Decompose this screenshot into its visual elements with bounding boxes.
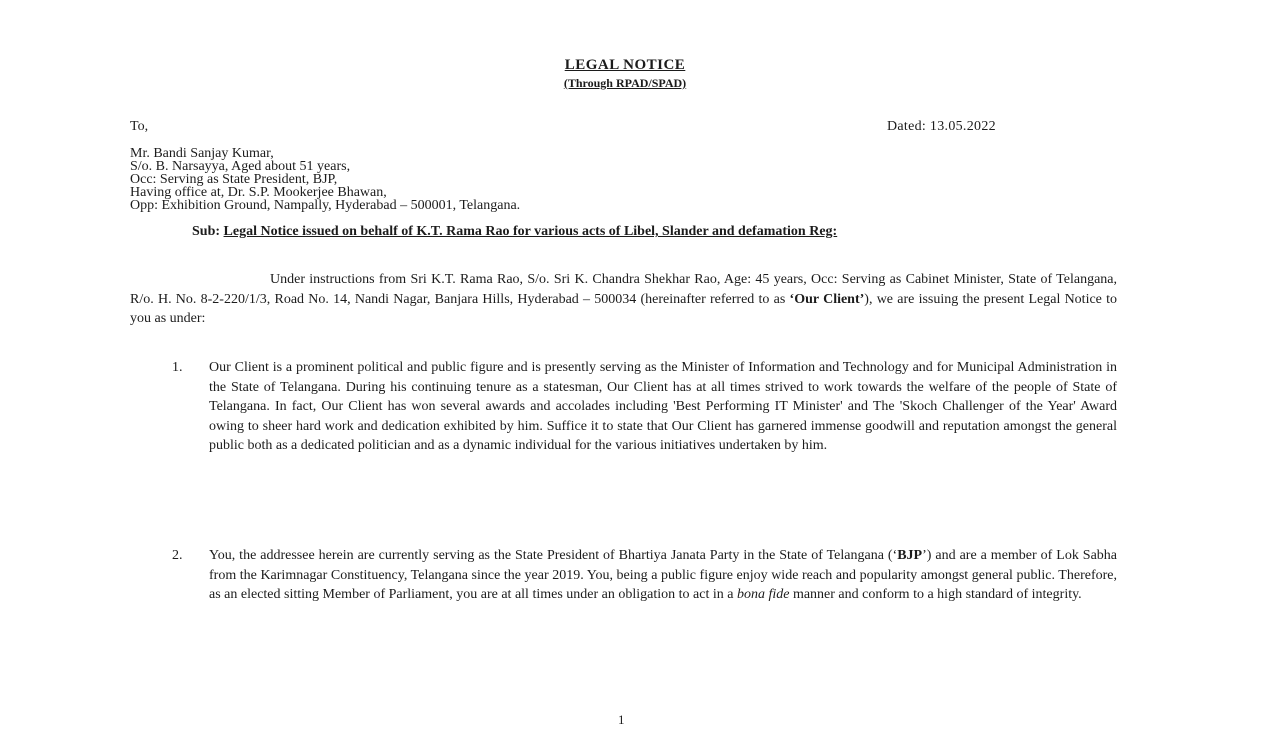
our-client-term: ‘Our Client’ — [789, 291, 865, 307]
item-number: 1. — [172, 360, 183, 375]
subject-line — [130, 224, 1120, 239]
addressee-line: Opp: Exhibition Ground, Nampally, Hyderabad – 500001, Telangana. — [130, 198, 521, 213]
date-line: Dated: 13.05.2022 — [887, 119, 996, 134]
numbered-item — [172, 546, 1117, 605]
document-subtitle: (Through RPAD/SPAD) — [563, 76, 687, 90]
numbered-item — [172, 358, 1117, 456]
subject-label: Sub: — [192, 224, 221, 239]
document-title: LEGAL NOTICE — [564, 57, 686, 73]
addressee-line: Having office at, Dr. S.P. Mookerjee Bhawan, — [130, 185, 387, 200]
addressee-line: Occ: Serving as State President, BJP, — [130, 172, 338, 187]
item-number: 2. — [172, 548, 183, 563]
subject-text: Legal Notice issued on behalf of K.T. Rama Rao for various acts of Libel, Slander and defamation Reg: — [223, 224, 838, 239]
page-number: 1 — [618, 712, 625, 727]
addressee-line: S/o. B. Narsayya, Aged about 51 years, — [130, 159, 351, 174]
intro-paragraph: Under instructions from Sri K.T. Rama Rao, S/o. Sri K. Chandra Shekhar Rao, Age: 45 years, Occ: Serving as Cabinet Minister, State of Telangana, R/o. H. No. 8-2-220/1/3, Road No. 14, Nandi Nagar, Banjara Hills, Hyderabad – 500034 (hereinafter referred to as ‘Our Client’), we are issuing the present Legal Notice to you as under: — [130, 272, 1118, 326]
item-text: You, the addressee herein are currently serving as the State President of Bhartiya Janata Party in the State of Telangana (‘BJP’) and are a member of Lok Sabha from the Karimnagar Constituency, Telangana since the year 2019. You, being a public figure enjoy wide reach and popularity amongst general public. Therefore, as an elected sitting Member of Parliament, you are at all times under an obligation to act in a bona fide manner and conform to a high standard of integrity. — [209, 548, 1118, 602]
to-label: To, — [130, 119, 149, 134]
addressee-line: Mr. Bandi Sanjay Kumar, — [130, 146, 274, 161]
item-text: Our Client is a prominent political and public figure and is presently serving as the Minister of Information and Technology and for Municipal Administration in the State of Telangana. During his continuing tenure as a statesman, Our Client has at all times strived to work towards the welfare of the people of State of Telangana. In fact, Our Client has won several awards and accolades including 'Best Performing IT Minister' and The 'Skoch Challenger of the Year' Award owing to sheer hard work and dedication exhibited by him. Suffice it to state that Our Client has garnered immense goodwill and reputation amongst the general public both as a dedicated politician and as a dynamic individual for the various initiatives undertaken by him. — [209, 360, 1117, 453]
